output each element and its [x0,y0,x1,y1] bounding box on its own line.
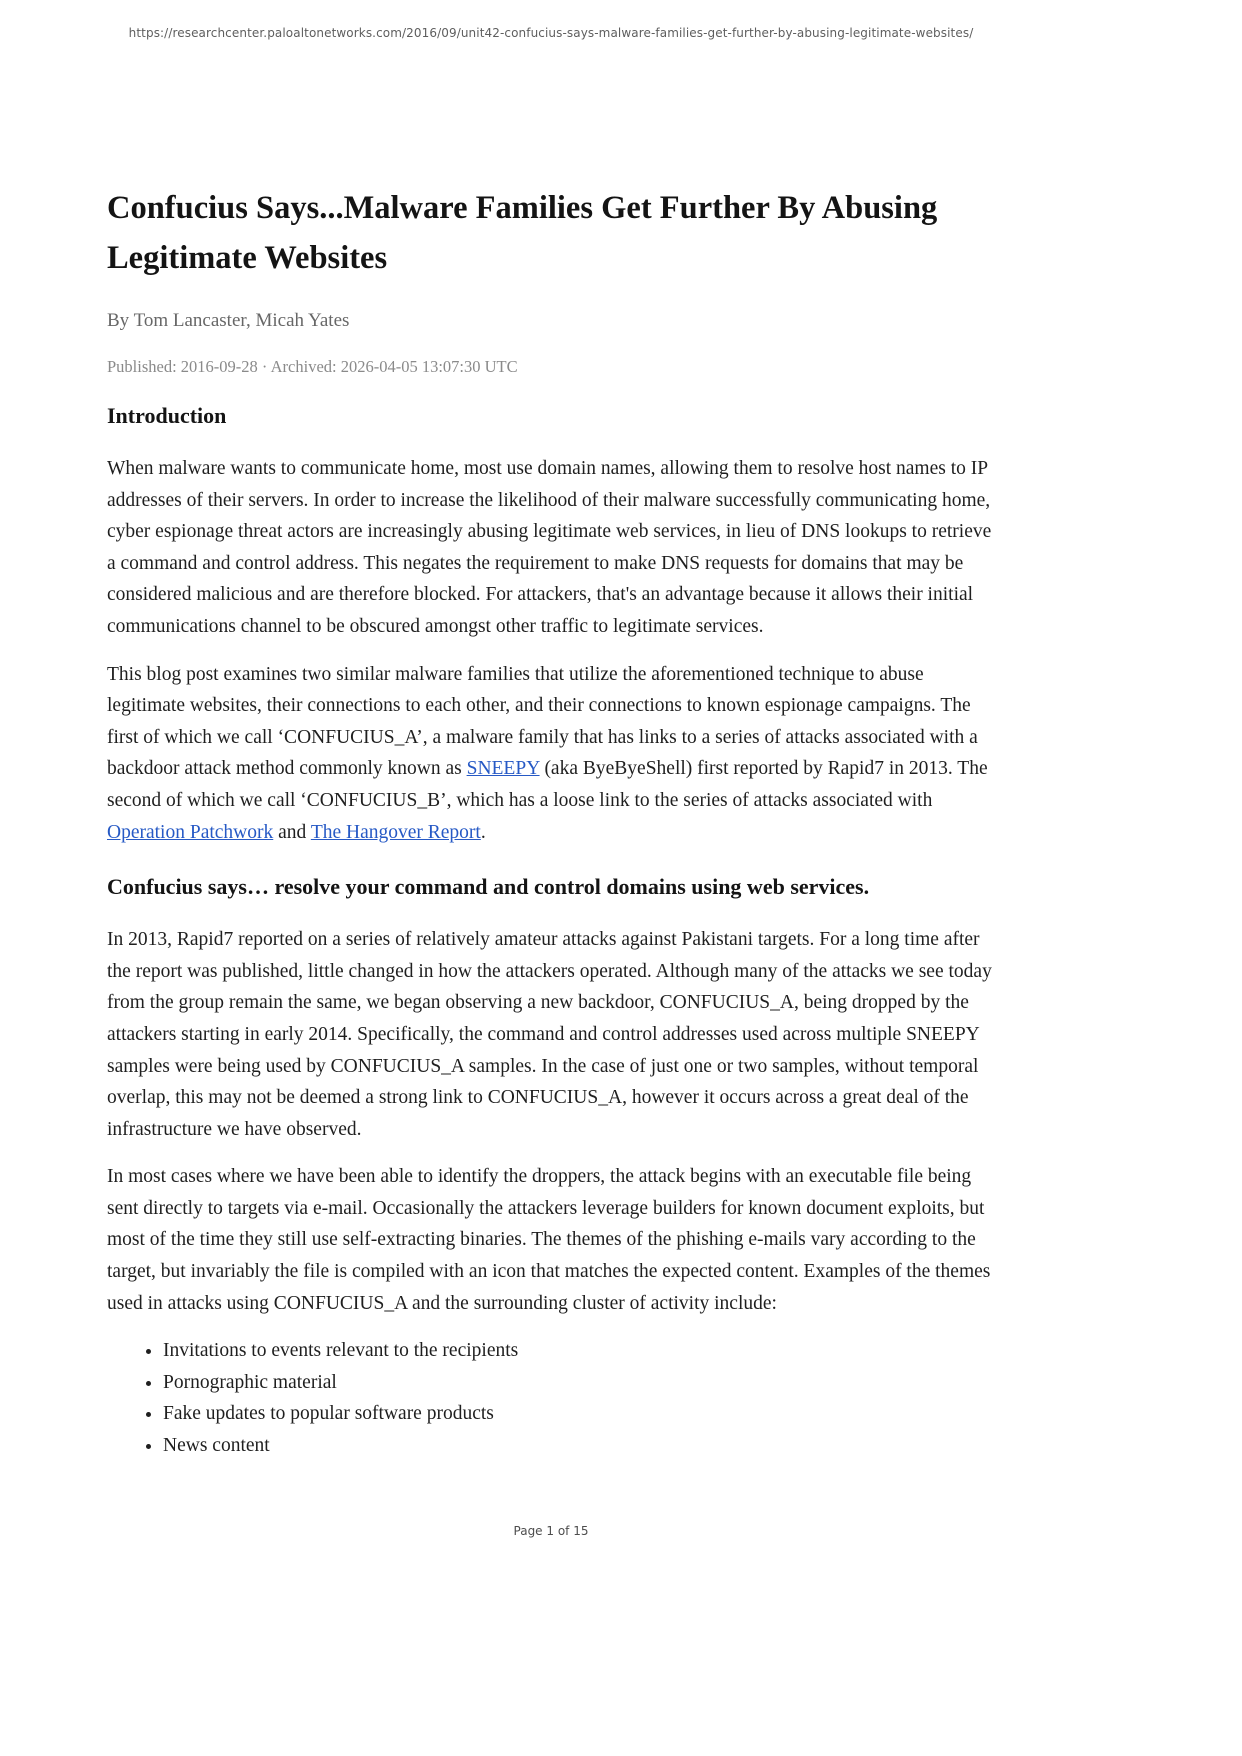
themes-list [107,1335,995,1461]
paragraph-text: (aka ByeByeShell) first reported by Rapid7 in 2013. The second of which we call ‘CONFUCIUS_B’, which has a loose link to the series of attacks associated with [107,758,988,811]
paragraph-section2-2: In most cases where we have been able to identify the droppers, the attack begins with an executable file being sent directly to targets via e-mail. Occasionally the attackers leverage builders for known document exploits, but most of the time they still use self-extracting binaries. The themes of the phishing e-mails vary according to the target, but invariably the file is compiled with an icon that matches the expected content. Examples of the themes used in attacks using CONFUCIUS_A and the surrounding cluster of activity include: [107,1166,991,1314]
paragraph-text: . [480,821,486,843]
page-number: Page 1 of 15 [513,1524,589,1538]
link-sneepy[interactable]: SNEEPY [466,758,540,780]
list-item: • Pornographic material [163,1367,995,1399]
article-title: Confucius Says...Malware Families Get Further By Abusing Legitimate Websites [107,190,938,276]
print-footer [107,1524,995,1538]
paragraph-text: This blog post examines two similar malware families that utilize the aforementioned technique to abuse legitimate websites, their connections to each other, and their connections to known espionage campaigns. The first of which we call ‘CONFUCIUS_A’, a malware family that has links to a series of attacks associated with a backdoor attack method commonly known as [107,663,978,780]
paragraph-text: and [273,821,311,843]
section-heading-confucius-says: Confucius says… resolve your command and control domains using web services. [107,874,870,900]
paragraph-intro-2 [107,659,995,849]
page-url: https://researchcenter.paloaltonetworks.com/2016/09/unit42-confucius-says-malware-families-get-further-by-abusing-legitimate-websites/ [128,26,974,40]
list-item: • News content [163,1430,995,1462]
list-item: • Invitations to events relevant to the recipients [163,1335,995,1367]
link-operation-patchwork[interactable]: Operation Patchwork [107,821,274,843]
section-heading-introduction: Introduction [107,403,227,428]
paragraph-section2-1: In 2013, Rapid7 reported on a series of relatively amateur attacks against Pakistani targets. For a long time after the report was published, little changed in how the attackers operated. Although many of the attacks we see today from the group remain the same, we began observing a new backdoor, CONFUCIUS_A, being dropped by the attackers starting in early 2014. Specifically, the command and control addresses used across multiple SNEEPY samples were being used by CONFUCIUS_A samples. In the case of just one or two samples, without temporal overlap, this may not be deemed a strong link to CONFUCIUS_A, however it occurs across a great deal of the infrastructure we have observed. [107,929,992,1140]
link-hangover-report[interactable]: The Hangover Report [310,821,481,843]
byline: By Tom Lancaster, Micah Yates [107,310,350,331]
published-meta: Published: 2016-09-28 · Archived: 2026-04-05 13:07:30 UTC [107,357,518,376]
list-item: • Fake updates to popular software products [163,1398,995,1430]
article [107,0,995,1462]
paragraph-intro-1: When malware wants to communicate home, most use domain names, allowing them to resolve host names to IP addresses of their servers. In order to increase the likelihood of their malware successfully communicating home, cyber espionage threat actors are increasingly abusing legitimate web services, in lieu of DNS lookups to retrieve a command and control address. This negates the requirement to make DNS requests for domains that may be considered malicious and are therefore blocked. For attackers, that's an advantage because it allows their initial communications channel to be obscured amongst other traffic to legitimate services. [107,458,992,637]
